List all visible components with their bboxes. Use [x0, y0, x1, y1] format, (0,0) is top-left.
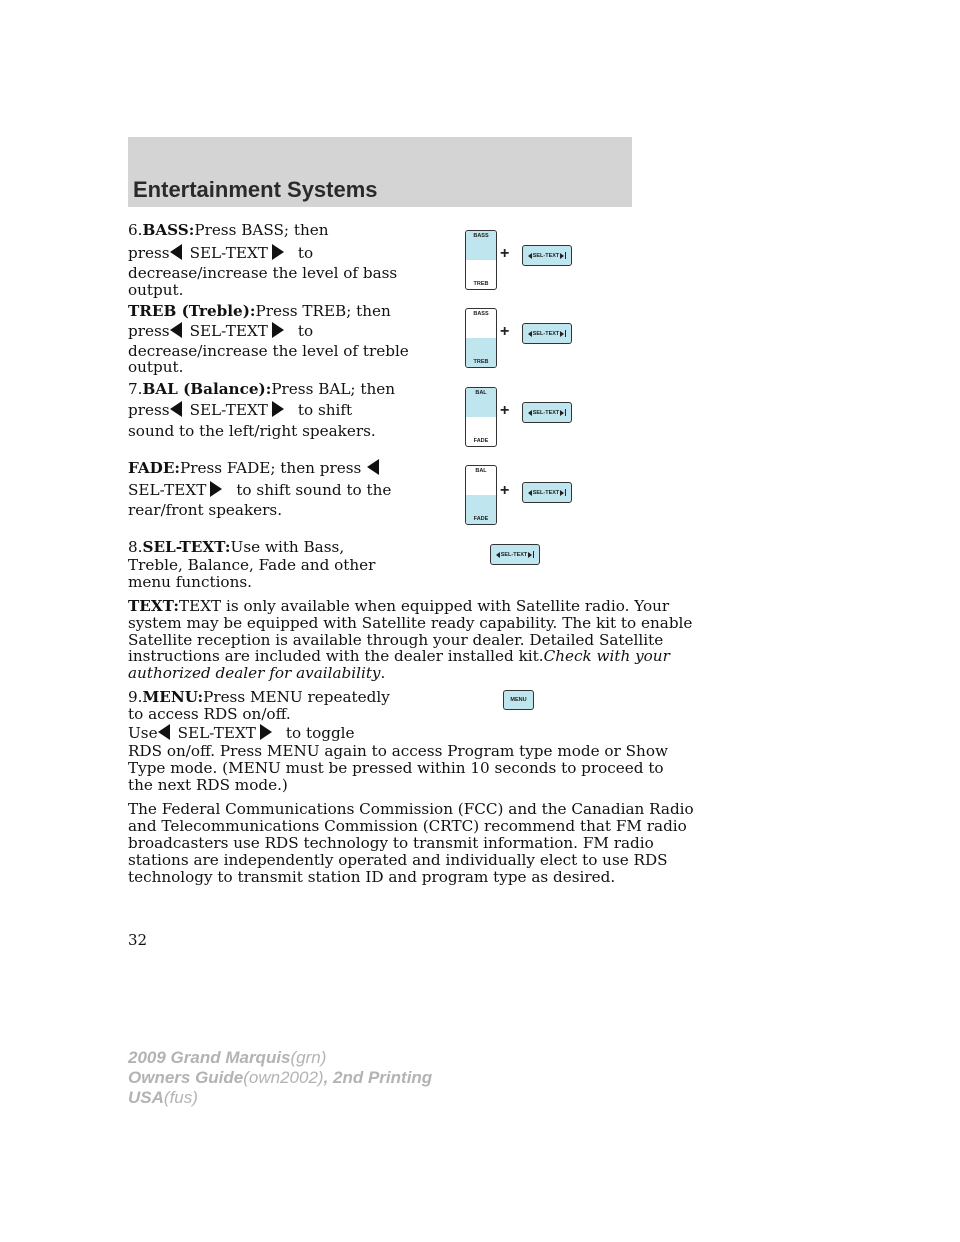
- bass-treb-button: BASS TREB: [465, 230, 497, 290]
- plus-sign: +: [500, 323, 510, 340]
- treb-line-3: decrease/increase the level of treble: [128, 342, 409, 360]
- menu-line-5: Type mode. (MENU must be pressed within 10 seconds to proceed to: [128, 759, 664, 777]
- seek-left-icon: [158, 724, 170, 740]
- sel-text-button: SEL-TEXT: [490, 544, 540, 565]
- fcc-line-5: technology to transmit station ID and program type as desired.: [128, 868, 616, 886]
- page-number: 32: [128, 931, 148, 949]
- fcc-line-1: The Federal Communications Commission (FCC) and the Canadian Radio: [128, 800, 694, 818]
- seek-left-icon: [367, 459, 379, 475]
- seltext-line-1: 8.SEL-TEXT:Use with Bass,: [128, 538, 345, 556]
- text-line-3: Satellite reception is available through your dealer. Detailed Satellite: [128, 631, 664, 649]
- plus-sign: +: [500, 482, 510, 499]
- fade-line-3: rear/front speakers.: [128, 501, 283, 519]
- treb-line-2: press SEL-TEXT to: [128, 322, 314, 340]
- bass-line-2: press SEL-TEXT to: [128, 244, 314, 262]
- seek-right-icon: [272, 244, 284, 260]
- seek-right-icon: [260, 724, 272, 740]
- sel-text-button: SEL-TEXT: [522, 245, 572, 266]
- footer-line-1: 2009 Grand Marquis(grn): [128, 1048, 327, 1067]
- fcc-line-3: broadcasters use RDS technology to transmit information. FM radio: [128, 834, 654, 852]
- menu-line-6: the next RDS mode.): [128, 776, 288, 794]
- fade-line-1: FADE:Press FADE; then press: [128, 459, 379, 478]
- bal-line-1: 7.BAL (Balance):Press BAL; then: [128, 380, 396, 398]
- menu-line-3: Use SEL-TEXT to toggle: [128, 724, 355, 742]
- seek-right-icon: [272, 401, 284, 417]
- seek-right-icon: [210, 481, 222, 497]
- footer-line-2: Owners Guide(own2002), 2nd Printing: [128, 1068, 433, 1087]
- fade-line-2: SEL-TEXT to shift sound to the: [128, 481, 392, 499]
- menu-button: MENU: [503, 690, 534, 710]
- seek-right-icon: [272, 322, 284, 338]
- section-title: Entertainment Systems: [133, 177, 378, 202]
- treb-line-1: TREB (Treble):Press TREB; then: [128, 302, 391, 320]
- seek-left-icon: [170, 244, 182, 260]
- bass-line-1: 6.BASS:Press BASS; then: [128, 221, 329, 239]
- bal-fade-button: BAL FADE: [465, 387, 497, 447]
- menu-line-2: to access RDS on/off.: [128, 705, 291, 723]
- bass-line-4: output.: [128, 281, 184, 299]
- fcc-line-4: stations are independently operated and individually elect to use RDS: [128, 851, 668, 869]
- seek-left-icon: [170, 322, 182, 338]
- bal-line-2: press SEL-TEXT to shift: [128, 401, 353, 419]
- text-line-2: system may be equipped with Satellite ready capability. The kit to enable: [128, 614, 693, 632]
- menu-line-1: 9.MENU:Press MENU repeatedly: [128, 688, 390, 706]
- text-line-1: TEXT:TEXT is only available when equipped with Satellite radio. Your: [128, 597, 670, 615]
- bass-line-3: decrease/increase the level of bass: [128, 264, 398, 282]
- fcc-line-2: and Telecommunications Commission (CRTC) recommend that FM radio: [128, 817, 687, 835]
- footer-line-3: USA(fus): [128, 1088, 198, 1107]
- bal-line-3: sound to the left/right speakers.: [128, 422, 376, 440]
- menu-line-4: RDS on/off. Press MENU again to access Program type mode or Show: [128, 742, 668, 760]
- plus-sign: +: [500, 245, 510, 262]
- sel-text-button: SEL-TEXT: [522, 482, 572, 503]
- bal-fade-button: BAL FADE: [465, 465, 497, 525]
- sel-text-button: SEL-TEXT: [522, 323, 572, 344]
- plus-sign: +: [500, 402, 510, 419]
- seltext-line-2: Treble, Balance, Fade and other: [128, 556, 376, 574]
- treb-line-4: output.: [128, 358, 184, 376]
- section-header: [128, 137, 632, 207]
- sel-text-button: SEL-TEXT: [522, 402, 572, 423]
- bass-treb-button: BASS TREB: [465, 308, 497, 368]
- seek-left-icon: [170, 401, 182, 417]
- seltext-line-3: menu functions.: [128, 573, 252, 591]
- text-line-4: instructions are included with the dealer installed kit.Check with your: [128, 647, 670, 665]
- text-line-5: authorized dealer for availability.: [128, 664, 386, 682]
